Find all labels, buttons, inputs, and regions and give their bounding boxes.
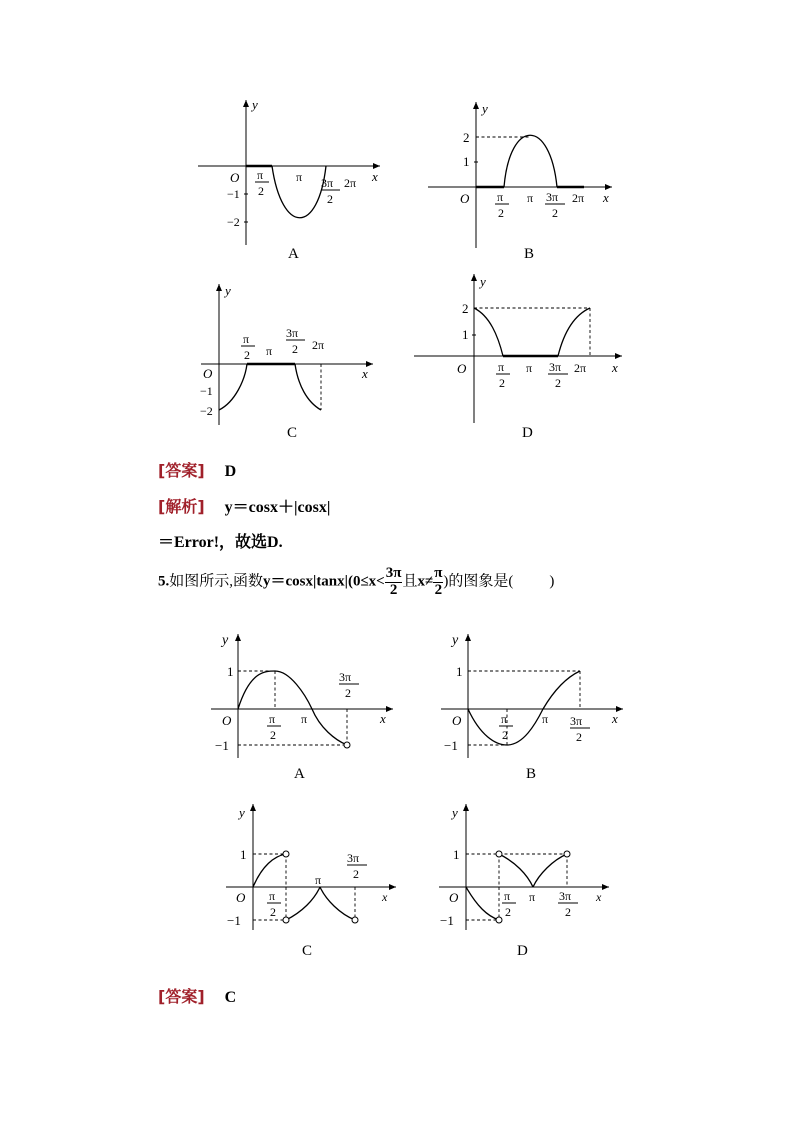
tick-neg-two: −2 xyxy=(200,404,213,418)
tick-two: 2 xyxy=(462,301,469,316)
svg-text:π: π xyxy=(269,712,276,726)
x-axis-label: x xyxy=(362,366,368,381)
tick-2pi: 2π xyxy=(574,361,587,375)
open-point-top xyxy=(496,851,502,857)
curve xyxy=(238,671,347,745)
origin-label: O xyxy=(460,191,470,206)
tick-2pi: 2π xyxy=(344,176,357,190)
y-axis-label: y xyxy=(252,97,258,112)
tick-one: 1 xyxy=(462,327,469,342)
answer-value: D xyxy=(224,463,237,480)
q5-formula-mid: x≠ xyxy=(417,573,434,590)
curve-right xyxy=(295,364,321,410)
tick-one: 1 xyxy=(453,847,460,862)
svg-text:2: 2 xyxy=(552,206,558,220)
svg-text:2: 2 xyxy=(244,348,250,362)
curve-left xyxy=(474,308,503,356)
q5-graph-a xyxy=(205,630,405,765)
q4-graph-d xyxy=(410,268,630,428)
tick-pi-over-2 xyxy=(496,360,510,390)
q5-answer-line xyxy=(158,984,236,1007)
y-axis-label: y xyxy=(452,805,458,820)
tick-pi: π xyxy=(296,170,303,184)
tick-neg-one: −1 xyxy=(444,738,458,753)
tick-pi: π xyxy=(527,191,534,205)
q4-graph-d-label: D xyxy=(522,425,533,441)
curve-second xyxy=(286,887,320,920)
tick-pi-over-2 xyxy=(267,889,281,919)
q4-graph-b xyxy=(420,98,620,258)
q5-graph-c-label: C xyxy=(302,943,313,959)
tick-one: 1 xyxy=(463,154,470,169)
q4-graph-a-label: A xyxy=(288,246,299,262)
tick-one: 1 xyxy=(227,664,234,679)
svg-text:π: π xyxy=(498,360,505,374)
svg-text:2: 2 xyxy=(292,342,298,356)
tick-neg-one: −1 xyxy=(227,187,240,201)
tick-one: 1 xyxy=(456,664,463,679)
curve-left xyxy=(219,364,247,410)
svg-text:π: π xyxy=(243,332,250,346)
tick-2pi: 2π xyxy=(312,338,325,352)
tick-3pi-over-2 xyxy=(558,889,578,919)
q5-graph-b-label: B xyxy=(526,766,537,782)
tick-pi-over-2 xyxy=(495,190,509,220)
tick-pi-over-2 xyxy=(241,332,255,362)
svg-text:2: 2 xyxy=(353,867,359,881)
q4-graph-c-label: C xyxy=(287,425,298,441)
tick-pi-over-2 xyxy=(255,168,269,198)
tick-pi-over-2 xyxy=(499,712,513,742)
svg-text:2: 2 xyxy=(270,728,276,742)
curve xyxy=(504,135,557,187)
q5-graph-b xyxy=(435,630,635,765)
q5-text-mid: 且 xyxy=(402,573,418,590)
svg-text:π: π xyxy=(497,190,504,204)
svg-text:3π: 3π xyxy=(549,360,562,374)
q5-question xyxy=(158,566,554,599)
svg-text:π: π xyxy=(501,712,508,726)
open-point-bottom xyxy=(283,917,289,923)
tick-two: 2 xyxy=(463,130,470,145)
q5-frac-pi-over-2: $\frac{\pi}{2}$ xyxy=(434,565,443,598)
answer-value: C xyxy=(224,989,237,1006)
x-axis-label: x xyxy=(596,890,602,904)
q4-graph-b-label: B xyxy=(524,246,535,262)
x-axis-label: x xyxy=(612,360,618,375)
svg-text:3π: 3π xyxy=(286,326,299,340)
tick-3pi-over-2 xyxy=(545,190,565,220)
origin-label: O xyxy=(222,713,232,728)
q5-formula-start: y＝cosx|tanx|(0≤x< xyxy=(263,573,385,590)
svg-text:3π: 3π xyxy=(546,190,559,204)
open-point-end xyxy=(352,917,358,923)
tick-neg-one: −1 xyxy=(440,913,454,928)
tick-pi: π xyxy=(315,873,322,887)
origin-label: O xyxy=(230,170,240,185)
tick-3pi-over-2 xyxy=(339,670,359,700)
open-point-bottom xyxy=(496,917,502,923)
tick-3pi-over-2 xyxy=(570,714,590,744)
tick-pi: π xyxy=(526,361,533,375)
q5-graph-c xyxy=(222,800,407,935)
tick-one: 1 xyxy=(240,847,247,862)
svg-text:π: π xyxy=(504,889,511,903)
tick-pi: π xyxy=(542,712,549,726)
svg-text:2: 2 xyxy=(270,905,276,919)
curve-first xyxy=(466,887,499,920)
svg-text:π: π xyxy=(269,889,276,903)
svg-text:3π: 3π xyxy=(339,670,352,684)
q4-answer-line xyxy=(158,458,236,481)
curve-second xyxy=(499,854,533,887)
curve-right xyxy=(558,308,590,356)
x-axis-label: x xyxy=(382,890,388,904)
svg-text:2: 2 xyxy=(258,184,264,198)
q5-paren-close: ) xyxy=(549,573,555,590)
origin-label: O xyxy=(236,890,246,905)
q5-text-after: )的图象是( xyxy=(443,573,514,590)
analysis-tag: [解析] xyxy=(158,497,205,516)
tick-pi: π xyxy=(301,712,308,726)
svg-text:3π: 3π xyxy=(321,176,334,190)
curve-first xyxy=(253,854,286,887)
origin-label: O xyxy=(449,890,459,905)
y-axis-label: y xyxy=(225,283,231,298)
analysis-formula: y＝cosx＋|cosx| xyxy=(224,499,331,516)
answer-tag: [答案] xyxy=(158,987,205,1006)
tick-pi: π xyxy=(529,890,536,904)
svg-text:2: 2 xyxy=(327,192,333,206)
svg-text:3π: 3π xyxy=(570,714,583,728)
tick-3pi-over-2 xyxy=(286,326,305,356)
y-axis-label: y xyxy=(482,101,488,116)
q5-text-before: 如图所示,函数 xyxy=(169,573,264,590)
svg-text:2: 2 xyxy=(505,905,511,919)
svg-text:2: 2 xyxy=(576,730,582,744)
tick-neg-one: −1 xyxy=(200,384,213,398)
tick-pi-over-2 xyxy=(502,889,516,919)
origin-label: O xyxy=(452,713,462,728)
q5-graph-d xyxy=(435,800,620,935)
svg-text:2: 2 xyxy=(502,728,508,742)
tick-neg-one: −1 xyxy=(215,738,229,753)
q5-number: 5. xyxy=(158,573,170,590)
origin-label: O xyxy=(457,361,467,376)
tick-3pi-over-2 xyxy=(347,851,367,881)
q5-frac-3pi-over-2: $\frac{3\pi}{2}$ xyxy=(385,565,402,598)
open-point-end xyxy=(564,851,570,857)
tick-neg-one: −1 xyxy=(227,913,241,928)
svg-text:2: 2 xyxy=(345,686,351,700)
svg-text:2: 2 xyxy=(555,376,561,390)
x-axis-label: x xyxy=(612,711,618,726)
tick-2pi: 2π xyxy=(572,191,585,205)
q4-graph-a xyxy=(190,95,390,270)
y-axis-label: y xyxy=(480,274,486,289)
svg-text:3π: 3π xyxy=(347,851,360,865)
curve xyxy=(468,671,583,745)
answer-tag: [答案] xyxy=(158,461,205,480)
svg-text:2: 2 xyxy=(498,206,504,220)
x-axis-label: x xyxy=(372,169,378,184)
curve-third xyxy=(533,854,567,887)
y-axis-label: y xyxy=(239,805,245,820)
q4-analysis-line-2: ＝Error!，故选D. xyxy=(158,534,283,551)
origin-label: O xyxy=(203,366,213,381)
x-axis-label: x xyxy=(380,711,386,726)
x-axis-label: x xyxy=(603,190,609,205)
q5-graph-a-label: A xyxy=(294,766,305,782)
y-axis-label: y xyxy=(452,633,459,648)
tick-pi-over-2 xyxy=(267,712,281,742)
svg-text:π: π xyxy=(257,168,264,182)
svg-text:2: 2 xyxy=(565,905,571,919)
q4-graph-c xyxy=(195,280,385,430)
svg-text:2: 2 xyxy=(499,376,505,390)
open-point xyxy=(344,742,350,748)
curve-third xyxy=(320,887,355,920)
q5-graph-d-label: D xyxy=(517,943,528,959)
tick-pi: π xyxy=(266,344,273,358)
tick-3pi-over-2 xyxy=(548,360,568,390)
q4-analysis-line xyxy=(158,494,330,517)
tick-neg-two: −2 xyxy=(227,215,240,229)
open-point-top xyxy=(283,851,289,857)
y-axis-label: y xyxy=(222,633,229,648)
svg-text:3π: 3π xyxy=(559,889,572,903)
